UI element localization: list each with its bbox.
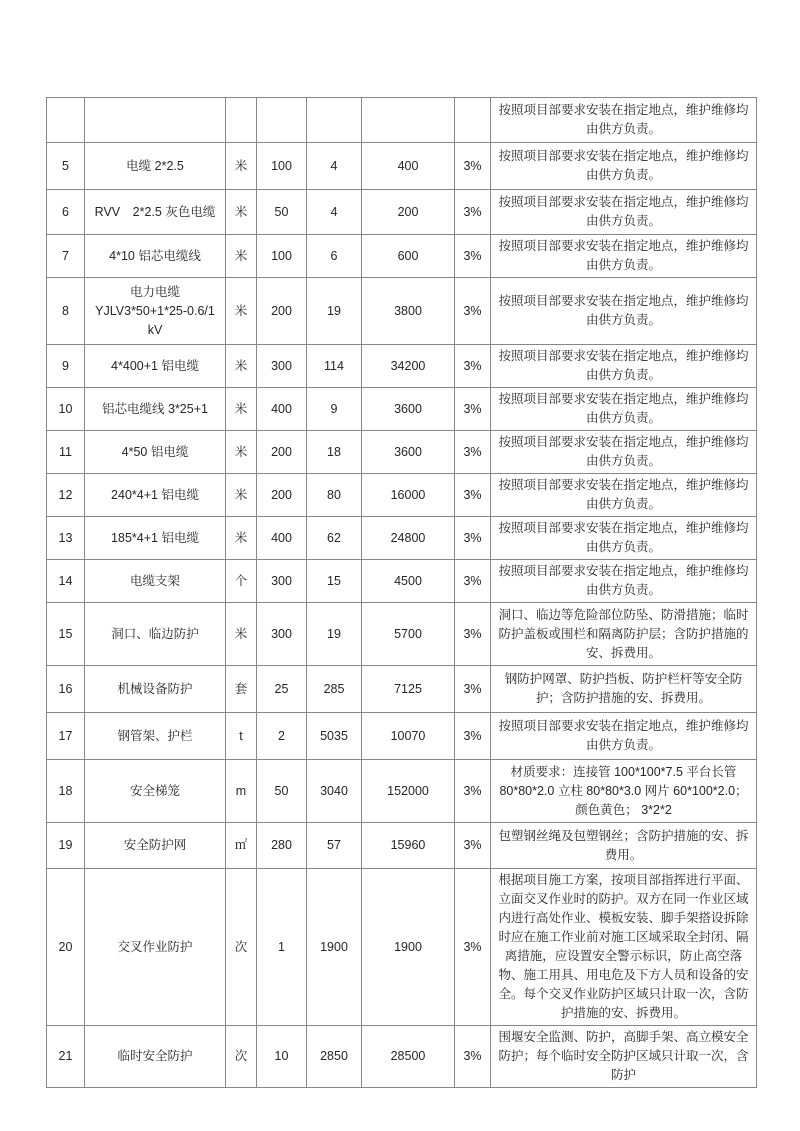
cell-unit: m <box>226 760 257 823</box>
table-row <box>47 98 757 143</box>
cell-unit <box>226 98 257 143</box>
cell-rate: 3% <box>455 560 491 603</box>
cell-total: 3600 <box>362 431 455 474</box>
cell-seq: 12 <box>47 474 85 517</box>
cell-unit_price: 18 <box>307 431 362 474</box>
cell-rate: 3% <box>455 143 491 190</box>
cell-qty: 10 <box>257 1026 307 1088</box>
table-row <box>47 666 757 713</box>
cell-remark: 钢防护网罩、防护挡板、防护栏杆等安全防护；含防护措施的安、拆费用。 <box>491 666 757 713</box>
cell-seq: 5 <box>47 143 85 190</box>
cell-unit: 米 <box>226 143 257 190</box>
cell-qty: 25 <box>257 666 307 713</box>
cell-total: 3600 <box>362 388 455 431</box>
cell-seq: 9 <box>47 345 85 388</box>
cell-seq: 13 <box>47 517 85 560</box>
cell-rate: 3% <box>455 345 491 388</box>
cell-rate <box>455 98 491 143</box>
cell-unit_price: 19 <box>307 278 362 345</box>
cell-unit_price: 2850 <box>307 1026 362 1088</box>
cell-unit_price: 62 <box>307 517 362 560</box>
cell-name: 机械设备防护 <box>85 666 226 713</box>
cell-qty: 200 <box>257 474 307 517</box>
table-row <box>47 388 757 431</box>
cell-name: 185*4+1 铝电缆 <box>85 517 226 560</box>
cell-total: 4500 <box>362 560 455 603</box>
cell-unit_price: 3040 <box>307 760 362 823</box>
cell-unit: 个 <box>226 560 257 603</box>
cell-remark: 按照项目部要求安装在指定地点，维护维修均由供方负责。 <box>491 388 757 431</box>
cell-unit: 米 <box>226 517 257 560</box>
table-row <box>47 1026 757 1088</box>
cell-rate: 3% <box>455 823 491 869</box>
cell-name: 电缆 2*2.5 <box>85 143 226 190</box>
table-row <box>47 345 757 388</box>
cell-qty <box>257 98 307 143</box>
cell-rate: 3% <box>455 474 491 517</box>
cell-total: 7125 <box>362 666 455 713</box>
table-body <box>47 98 757 1088</box>
cell-name: 安全梯笼 <box>85 760 226 823</box>
cell-qty: 1 <box>257 869 307 1026</box>
cell-total: 152000 <box>362 760 455 823</box>
cell-seq: 18 <box>47 760 85 823</box>
table-row <box>47 760 757 823</box>
cell-unit: 米 <box>226 431 257 474</box>
cell-name: 铝芯电缆线 3*25+1 <box>85 388 226 431</box>
cell-unit_price: 6 <box>307 235 362 278</box>
cell-seq: 11 <box>47 431 85 474</box>
cell-total: 1900 <box>362 869 455 1026</box>
cell-seq: 21 <box>47 1026 85 1088</box>
cell-name: 4*10 铝芯电缆线 <box>85 235 226 278</box>
cell-rate: 3% <box>455 713 491 760</box>
cell-qty: 200 <box>257 278 307 345</box>
cell-unit: 套 <box>226 666 257 713</box>
cell-qty: 200 <box>257 431 307 474</box>
cell-seq: 15 <box>47 603 85 666</box>
cell-total: 28500 <box>362 1026 455 1088</box>
cell-seq: 16 <box>47 666 85 713</box>
cell-name: 电缆支架 <box>85 560 226 603</box>
cell-total: 15960 <box>362 823 455 869</box>
cell-qty: 50 <box>257 760 307 823</box>
cell-total: 200 <box>362 190 455 235</box>
cell-rate: 3% <box>455 517 491 560</box>
table-row <box>47 278 757 345</box>
cell-rate: 3% <box>455 603 491 666</box>
cell-unit: 米 <box>226 603 257 666</box>
cell-qty: 100 <box>257 143 307 190</box>
cell-qty: 100 <box>257 235 307 278</box>
cell-unit_price: 80 <box>307 474 362 517</box>
cell-remark: 按照项目部要求安装在指定地点，维护维修均由供方负责。 <box>491 560 757 603</box>
cell-unit: 米 <box>226 345 257 388</box>
cell-rate: 3% <box>455 1026 491 1088</box>
cell-total: 16000 <box>362 474 455 517</box>
cell-unit: ㎡ <box>226 823 257 869</box>
cell-unit_price: 19 <box>307 603 362 666</box>
cell-rate: 3% <box>455 190 491 235</box>
table-row <box>47 713 757 760</box>
cell-unit_price: 9 <box>307 388 362 431</box>
cell-name <box>85 98 226 143</box>
cell-remark: 按照项目部要求安装在指定地点，维护维修均由供方负责。 <box>491 431 757 474</box>
cell-remark: 按照项目部要求安装在指定地点，维护维修均由供方负责。 <box>491 98 757 143</box>
cell-unit_price: 1900 <box>307 869 362 1026</box>
table-row <box>47 560 757 603</box>
cell-rate: 3% <box>455 235 491 278</box>
cell-seq: 20 <box>47 869 85 1026</box>
cell-unit_price: 5035 <box>307 713 362 760</box>
cell-name: RVV 2*2.5 灰色电缆 <box>85 190 226 235</box>
cell-total: 24800 <box>362 517 455 560</box>
table-row <box>47 869 757 1026</box>
cell-total: 10070 <box>362 713 455 760</box>
cell-remark: 按照项目部要求安装在指定地点，维护维修均由供方负责。 <box>491 517 757 560</box>
cell-unit: 米 <box>226 190 257 235</box>
cell-rate: 3% <box>455 278 491 345</box>
cell-unit: t <box>226 713 257 760</box>
cell-qty: 300 <box>257 345 307 388</box>
cell-seq <box>47 98 85 143</box>
table-row <box>47 823 757 869</box>
cell-unit_price: 57 <box>307 823 362 869</box>
cell-seq: 19 <box>47 823 85 869</box>
cell-qty: 300 <box>257 560 307 603</box>
cell-seq: 7 <box>47 235 85 278</box>
cell-remark: 按照项目部要求安装在指定地点，维护维修均由供方负责。 <box>491 474 757 517</box>
cell-qty: 300 <box>257 603 307 666</box>
cell-total <box>362 98 455 143</box>
cell-unit_price: 285 <box>307 666 362 713</box>
table-row <box>47 474 757 517</box>
cell-rate: 3% <box>455 869 491 1026</box>
cell-name: 交叉作业防护 <box>85 869 226 1026</box>
cell-seq: 17 <box>47 713 85 760</box>
cell-qty: 400 <box>257 388 307 431</box>
cell-remark: 包塑钢丝绳及包塑钢丝；含防护措施的安、拆费用。 <box>491 823 757 869</box>
cell-total: 5700 <box>362 603 455 666</box>
cell-name: 洞口、临边防护 <box>85 603 226 666</box>
cell-seq: 8 <box>47 278 85 345</box>
cell-unit_price: 15 <box>307 560 362 603</box>
cell-name: 安全防护网 <box>85 823 226 869</box>
cell-total: 600 <box>362 235 455 278</box>
table-row <box>47 190 757 235</box>
cell-rate: 3% <box>455 388 491 431</box>
quantities-table <box>46 97 757 1088</box>
cell-name: 4*50 铝电缆 <box>85 431 226 474</box>
cell-remark: 根据项目施工方案，按项目部指挥进行平面、立面交叉作业时的防护。双方在同一作业区域内进行高处作业、模板安装、脚手架搭设拆除时应在施工作业前对施工区域采取全封闭、隔离措施，应设置安全警示标识，防止高空落物、施工用具、用电危及下方人员和设备的安全。每个交叉作业防护区域只计取一次，含防护措施的安、拆费用。 <box>491 869 757 1026</box>
cell-unit_price: 114 <box>307 345 362 388</box>
cell-rate: 3% <box>455 760 491 823</box>
cell-remark: 围堰安全监测、防护，高脚手架、高立模安全防护；每个临时安全防护区域只计取一次，含防护 <box>491 1026 757 1088</box>
cell-total: 34200 <box>362 345 455 388</box>
cell-remark: 按照项目部要求安装在指定地点，维护维修均由供方负责。 <box>491 713 757 760</box>
cell-name: 4*400+1 铝电缆 <box>85 345 226 388</box>
cell-seq: 14 <box>47 560 85 603</box>
cell-unit: 次 <box>226 869 257 1026</box>
cell-seq: 6 <box>47 190 85 235</box>
cell-remark: 按照项目部要求安装在指定地点，维护维修均由供方负责。 <box>491 345 757 388</box>
cell-name: 临时安全防护 <box>85 1026 226 1088</box>
cell-unit: 次 <box>226 1026 257 1088</box>
table-row <box>47 143 757 190</box>
cell-name: 电力电缆 YJLV3*50+1*25-0.6/1 kV <box>85 278 226 345</box>
table-row <box>47 603 757 666</box>
cell-unit: 米 <box>226 278 257 345</box>
table-row <box>47 431 757 474</box>
cell-unit_price: 4 <box>307 143 362 190</box>
cell-rate: 3% <box>455 666 491 713</box>
cell-unit: 米 <box>226 474 257 517</box>
cell-remark: 按照项目部要求安装在指定地点，维护维修均由供方负责。 <box>491 190 757 235</box>
cell-qty: 400 <box>257 517 307 560</box>
cell-total: 400 <box>362 143 455 190</box>
cell-name: 240*4+1 铝电缆 <box>85 474 226 517</box>
table-row <box>47 235 757 278</box>
cell-unit_price: 4 <box>307 190 362 235</box>
cell-remark: 按照项目部要求安装在指定地点，维护维修均由供方负责。 <box>491 235 757 278</box>
cell-name: 钢管架、护栏 <box>85 713 226 760</box>
cell-remark: 按照项目部要求安装在指定地点，维护维修均由供方负责。 <box>491 143 757 190</box>
cell-unit_price <box>307 98 362 143</box>
cell-unit: 米 <box>226 388 257 431</box>
table-row <box>47 517 757 560</box>
cell-remark: 材质要求：连接管 100*100*7.5 平台长管 80*80*2.0 立柱 80*80*3.0 网片 60*100*2.0；颜色黄色； 3*2*2 <box>491 760 757 823</box>
cell-total: 3800 <box>362 278 455 345</box>
cell-qty: 280 <box>257 823 307 869</box>
cell-qty: 50 <box>257 190 307 235</box>
cell-qty: 2 <box>257 713 307 760</box>
cell-rate: 3% <box>455 431 491 474</box>
cell-remark: 洞口、临边等危险部位防坠、防滑措施；临时防护盖板或围栏和隔离防护层；含防护措施的安、拆费用。 <box>491 603 757 666</box>
cell-remark: 按照项目部要求安装在指定地点，维护维修均由供方负责。 <box>491 278 757 345</box>
cell-seq: 10 <box>47 388 85 431</box>
cell-unit: 米 <box>226 235 257 278</box>
